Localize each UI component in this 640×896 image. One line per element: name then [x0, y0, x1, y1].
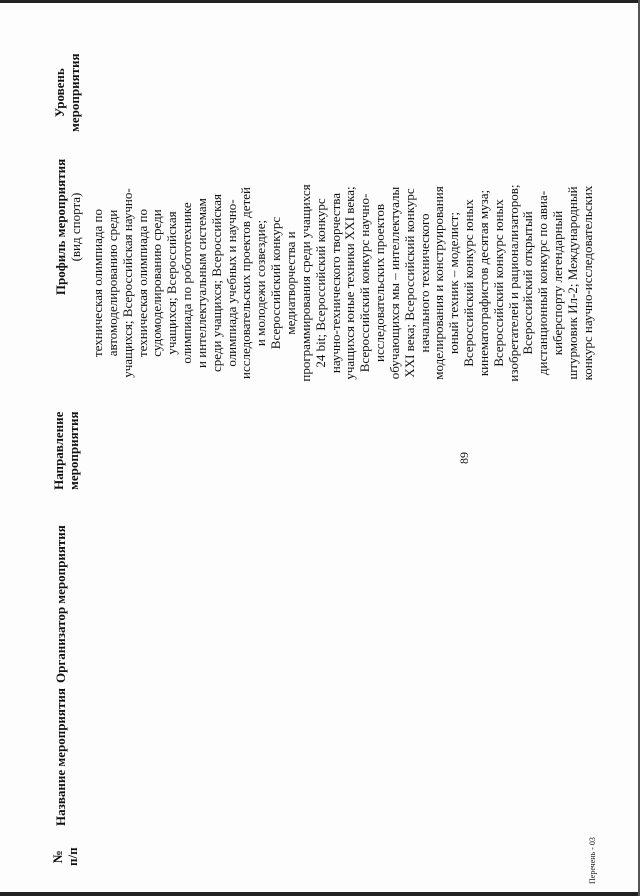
- profile-line: XXI века; Всероссийский конкурс: [401, 188, 417, 378]
- profile-line: учащихся; Всероссийская научно-: [119, 188, 135, 378]
- profile-cell: [91, 168, 596, 398]
- profile-line: судомоделированию среди: [149, 209, 165, 357]
- profile-line: дистанционный конкурс по авиа-: [535, 190, 551, 376]
- profile-line: среди учащихся; Всероссийская: [208, 194, 224, 372]
- scan-edge-top: [0, 0, 640, 3]
- profile-line: конкурс научно-исследовательских: [579, 185, 595, 381]
- profile-line: техническая олимпиада по: [90, 209, 105, 357]
- profile-line: моделирования и конструирования: [431, 186, 447, 380]
- page-number: 89: [457, 452, 471, 464]
- profile-line: олимпиада учебных и научно-: [223, 199, 239, 367]
- header-organizer: Организатор мероприятия: [53, 525, 68, 683]
- profile-line: Всероссийский открытый: [520, 211, 536, 355]
- header-profile-line2: (вид спорта): [68, 192, 83, 262]
- header-level-line1: Уровень: [52, 68, 67, 118]
- header-event-name: Название мероприятия: [53, 688, 68, 826]
- profile-line: и интеллектуальным системам: [193, 198, 209, 368]
- profile-line: исследовательских проектов: [372, 204, 388, 362]
- header-level-line2: мероприятия: [67, 53, 82, 132]
- profile-line: автомоделированию среди: [104, 209, 120, 357]
- header-profile: [53, 152, 83, 302]
- footer-list-label: Перечень - 03: [588, 837, 597, 884]
- profile-line: научно-технического творчества: [327, 192, 343, 374]
- profile-line: Всероссийский конкурс научно-: [357, 193, 373, 373]
- profile-line: обучающихся мы – интеллектуалы: [386, 186, 402, 380]
- profile-line: техническая олимпиада по: [134, 209, 150, 357]
- header-number: [50, 847, 80, 866]
- profile-line: программирования среди учащихся: [297, 184, 313, 382]
- profile-line: учащихся юные техники XXI века;: [342, 186, 358, 380]
- profile-line: исследовательских проектов детей: [238, 187, 254, 379]
- profile-line: киберспорту легендарный: [550, 210, 566, 356]
- profile-line: медиатворчества и: [282, 231, 298, 335]
- header-profile-line1: Профиль мероприятия: [53, 158, 68, 296]
- profile-line: и молодежи созвездие;: [253, 219, 269, 347]
- profile-line: Всероссийский конкурс юных: [490, 199, 506, 367]
- profile-line: учащихся; Всероссийская: [164, 211, 180, 355]
- header-direction-line1: Направление: [51, 411, 66, 490]
- profile-line: 24 bit; Всероссийский конкурс: [312, 198, 328, 368]
- header-direction: [51, 411, 81, 490]
- header-direction-line2: мероприятия: [66, 411, 81, 490]
- profile-line: Всероссийский конкурс: [268, 216, 284, 350]
- profile-line: олимпиада по робототехнике: [179, 202, 195, 364]
- profile-line: кинематографистов десятая муза;: [475, 189, 491, 377]
- header-number-line1: №: [50, 850, 65, 864]
- header-level: [52, 53, 82, 132]
- scan-edge-bottom: [0, 892, 640, 896]
- profile-line: юный техник – моделист;: [446, 212, 462, 354]
- profile-line: штурмовик Ил-2; Международный: [565, 186, 580, 380]
- profile-line: изобретателей и рационализаторов;: [505, 184, 521, 382]
- profile-line: начального технического: [416, 213, 432, 353]
- header-number-line2: п/п: [65, 847, 80, 866]
- profile-line: Всероссийский конкурс юных: [461, 199, 477, 367]
